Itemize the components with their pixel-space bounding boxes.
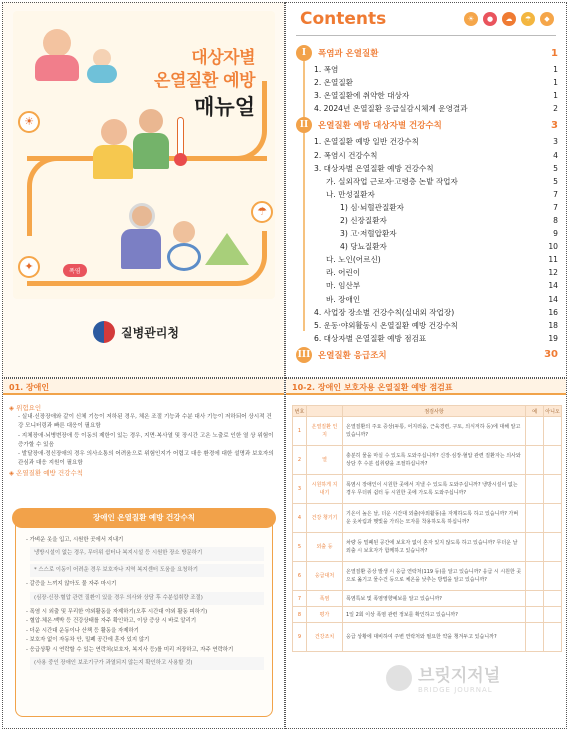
worker-head: [139, 109, 163, 133]
toc-item-page: 12: [548, 268, 558, 278]
row-number: 6: [293, 562, 307, 591]
toc-item-label: 5. 운동·야외활동시 온열질환 예방 건강수칙: [314, 320, 459, 330]
toc-item[interactable]: [296, 175, 558, 188]
kdca-logo-icon: [93, 321, 115, 343]
row-item: 충분히 물을 마실 수 있도록 도와주십니까? 신장·심장·혈압 관련 질환자는 의사와 상담 후 수분 섭취량을 조절하십니까?: [343, 446, 526, 475]
toc-item-label: 3) 고·저혈압환자: [340, 229, 397, 239]
rule-item: - 폭염 시 외출 및 무리한 야외활동을 자제하기(오후 시간대 야외 활동 피하기): [26, 609, 208, 616]
table-row: [293, 446, 562, 475]
watermark-logo-icon: [386, 665, 412, 691]
rule-item: - 혈압·체온·맥박 등 건강상태를 자주 확인하고, 이상 증상 시 바로 알리기: [26, 618, 197, 625]
toc-item[interactable]: [296, 162, 558, 175]
row-category: 시원하게 지내기: [307, 475, 343, 504]
row-category: 평가: [307, 607, 343, 623]
thermometer-bulb: [174, 153, 187, 166]
watermark-subtext: BRIDGE JOURNAL: [418, 686, 493, 694]
cover-page: [2, 2, 285, 378]
toc-item-label: 나. 만성질환자: [326, 189, 375, 199]
toc-item[interactable]: [296, 293, 558, 306]
yes-checkbox[interactable]: [526, 591, 544, 607]
toc-item-label: 다. 노인(어르신): [326, 255, 381, 265]
toc-item[interactable]: [296, 279, 558, 292]
child-figure: [43, 29, 71, 57]
cover-title-line1: 대상자별: [191, 48, 255, 68]
no-checkbox[interactable]: [544, 562, 562, 591]
row-item: 1일 2회 이상 폭염 관련 정보를 확인하고 있습니까?: [343, 607, 526, 623]
row-item: 기온이 높은 날, 더운 시간대 외출(야외활동)을 자제하도록 하고 있습니까? 가벼운 옷차림과 햇빛을 가리는 모자를 착용하도록 하십니까?: [343, 504, 526, 533]
toc-item-page: 8: [553, 215, 558, 225]
toc-item-page: 16: [548, 307, 558, 317]
col-yes: 예: [526, 406, 544, 417]
org-name: 질병관리청: [121, 325, 179, 340]
yes-checkbox[interactable]: [526, 475, 544, 504]
umbrella-icon: ☂: [251, 201, 273, 223]
toc-item[interactable]: [296, 214, 558, 227]
chapter-page: 3: [551, 119, 558, 131]
no-checkbox[interactable]: [544, 607, 562, 623]
table-row: [293, 623, 562, 652]
table-header-row: [293, 406, 562, 417]
table-row: [293, 417, 562, 446]
toc-item-page: 18: [548, 320, 558, 330]
yes-checkbox[interactable]: [526, 417, 544, 446]
bulb-icon: ✦: [18, 256, 40, 278]
chapter-title: 폭염과 온열질환: [318, 49, 379, 59]
row-category: 열: [307, 446, 343, 475]
toc-item[interactable]: [296, 306, 558, 319]
risk-paragraph: - 발달장애·정신장애의 경우 의사소통의 어려움으로 위험인지가 어렵고 대응 환경에 대한 설명과 보호자의 관심과 대응 지원이 필요함: [18, 451, 274, 467]
toc-item-page: 7: [553, 202, 558, 212]
rule-note: (심장·신장·혈압 관련 질환이 있을 경우 의사와 상담 후 수분섭취량 조절): [30, 592, 264, 605]
toc-item[interactable]: [296, 63, 558, 76]
toc-item-page: 19: [548, 333, 558, 343]
toc-item-label: 2) 신장질환자: [340, 215, 387, 225]
mountain-icon: [205, 233, 249, 265]
toc-item-page: 4: [553, 150, 558, 160]
health-rules-box: [15, 513, 273, 717]
row-item: 폭염시 장애인이 시원한 곳에서 지낼 수 있도록 도와주십니까? 냉방시설이 없는 경우 무더위 쉼터 등 시원한 곳에 가도록 도와주십니까?: [343, 475, 526, 504]
watermark-text: 브릿지저널: [418, 666, 501, 686]
toc-item[interactable]: [296, 201, 558, 214]
risk-factors: [9, 403, 277, 479]
risk-paragraph: - 실내·신장장애와 같이 신체 기능이 저하된 경우, 체온 조절 기능과 수분 대사 기능이 저하되어 상시적 건강 모니터링과 빠른 대응이 필요함: [18, 414, 272, 430]
toc-chapter[interactable]: [296, 115, 558, 135]
row-category: 온열질환 인지: [307, 417, 343, 446]
row-item: 온열질환의 주요 증상(두통, 어지러움, 근육경련, 구토, 의식저하 등)에 대해 알고 있습니까?: [343, 417, 526, 446]
row-number: 3: [293, 475, 307, 504]
man-body: [93, 145, 133, 179]
table-row: [293, 533, 562, 562]
col-item: 점검사항: [343, 406, 526, 417]
toc-item-label: 6. 대상자별 온열질환 예방 점검표: [314, 333, 427, 343]
cover-illustration: [13, 11, 275, 299]
toc-item[interactable]: [296, 102, 558, 115]
toc-chapter[interactable]: [296, 43, 558, 63]
no-checkbox[interactable]: [544, 446, 562, 475]
chapter-numeral: I: [296, 45, 312, 61]
row-category: 응급대처: [307, 562, 343, 591]
no-checkbox[interactable]: [544, 591, 562, 607]
row-category: 건강조치: [307, 623, 343, 652]
chapter-title: 온열질환 응급조치: [318, 350, 387, 361]
row-category: 외출 등: [307, 533, 343, 562]
elder-body: [121, 229, 161, 269]
row-number: 5: [293, 533, 307, 562]
toc-item[interactable]: [296, 76, 558, 89]
toc-item-page: 3: [553, 137, 558, 147]
table-row: [293, 562, 562, 591]
no-checkbox[interactable]: [544, 504, 562, 533]
toc-item-page: 1: [553, 65, 558, 75]
car-icon: ●: [483, 12, 497, 26]
toc-item-label: 1. 폭염: [314, 65, 339, 75]
chapter-page: 30: [544, 349, 558, 361]
child-body: [35, 55, 79, 81]
toc-item[interactable]: [296, 240, 558, 253]
table-of-contents: [296, 43, 558, 365]
rules-box-title: 장애인 온열질환 예방 건강수칙: [12, 508, 276, 528]
contents-page: [285, 2, 567, 378]
toc-item-page: 9: [553, 229, 558, 239]
row-number: 4: [293, 504, 307, 533]
toc-item[interactable]: [296, 253, 558, 266]
row-item: 응급 상황에 대비하여 주변 연락처와 필요한 약을 챙겨두고 있습니까?: [343, 623, 526, 652]
row-number: 2: [293, 446, 307, 475]
table-row: [293, 475, 562, 504]
toc-chapter[interactable]: [296, 345, 558, 365]
section-header: 01. 장애인: [3, 379, 284, 395]
rule-note: 냉방시설이 없는 경우, 무더위 쉼터나 복지시설 등 시원한 장소 방문하기: [30, 547, 264, 560]
disability-page: [2, 378, 285, 729]
rule-item: - 보호자 없이 자동차 안, 밀폐 공간에 혼자 있지 않기: [26, 637, 150, 644]
table-row: [293, 504, 562, 533]
baby-body: [87, 65, 117, 83]
toc-item[interactable]: [296, 319, 558, 332]
row-number: 9: [293, 623, 307, 652]
chapter-page: 1: [551, 47, 558, 59]
yes-checkbox[interactable]: [526, 446, 544, 475]
water-icon: ◆: [540, 12, 554, 26]
wheelchair-icon: [167, 243, 201, 271]
rule-note: * 스스로 이동이 어려운 경우 보호자나 지역 복지센터 도움을 요청하기: [30, 564, 264, 577]
chapter-numeral: III: [296, 347, 312, 363]
rule-item: - 응급상황 시 연락할 수 있는 연락처(보호자, 복지사 등)를 미리 저장하고, 자주 연락하기: [26, 646, 234, 653]
row-number: 7: [293, 591, 307, 607]
rules-list: [26, 536, 264, 673]
row-item: 차량 등 밀폐된 공간에 보호자 없이 혼자 있지 않도록 하고 있습니까? 무더운 날 외출 시 보호자가 함께하고 있습니까?: [343, 533, 526, 562]
rule-item: - 갈증을 느끼지 않아도 물 자주 마시기: [26, 581, 117, 588]
checklist-header: 10-2. 장애인 보호자용 온열질환 예방 점검표: [286, 379, 566, 395]
wheelchair-figure: [173, 221, 195, 243]
toc-item-label: 마. 임산부: [326, 281, 361, 291]
yes-checkbox[interactable]: [526, 623, 544, 652]
rule-item: - 더운 시간대 운동이나 산책 등 활동을 자제하기: [26, 627, 139, 634]
contents-icons: [464, 12, 554, 26]
checklist-table: [292, 405, 562, 652]
worker-body: [133, 133, 169, 169]
chapter-numeral: II: [296, 117, 312, 133]
yes-checkbox[interactable]: [526, 533, 544, 562]
elder-head: [129, 203, 155, 229]
row-number: 1: [293, 417, 307, 446]
toc-item-label: 3. 대상자별 온열질환 예방 건강수칙: [314, 163, 434, 173]
toc-item-label: 4. 사업장 장소별 건강수칙(실내외 작업장): [314, 307, 455, 317]
toc-item-label: 라. 어린이: [326, 268, 361, 278]
org-logo: [93, 321, 179, 343]
man-head: [101, 119, 127, 145]
toc-item-page: 10: [548, 242, 558, 252]
row-category: 건강 챙기기: [307, 504, 343, 533]
toc-item-page: 14: [548, 294, 558, 304]
toc-item[interactable]: [296, 135, 558, 148]
toc-item[interactable]: [296, 188, 558, 201]
col-no-answer: 아니오: [544, 406, 562, 417]
cloud-icon: ☁: [502, 12, 516, 26]
toc-item-page: 5: [553, 176, 558, 186]
toc-item-label: 4) 당뇨질환자: [340, 242, 387, 252]
heatwave-badge: 폭염: [63, 264, 87, 277]
row-number: 8: [293, 607, 307, 623]
toc-item-page: 14: [548, 281, 558, 291]
no-checkbox[interactable]: [544, 533, 562, 562]
toc-item-label: 2. 폭염시 건강수칙: [314, 150, 378, 160]
table-row: [293, 591, 562, 607]
toc-item-label: 가. 실외작업 근로자·고령층 논밭 작업자: [326, 176, 458, 186]
toc-item[interactable]: [296, 266, 558, 279]
yes-checkbox[interactable]: [526, 607, 544, 623]
umbrella-icon: ☂: [521, 12, 535, 26]
rules-heading: ◈ 온열질환 예방 건강수칙: [9, 469, 84, 478]
rule-note: (사용 중인 장애인 보조기구가 과열되지 않는지 확인하고 사용할 것): [30, 657, 264, 670]
table-row: [293, 607, 562, 623]
toc-item-label: 바. 장애인: [326, 294, 361, 304]
col-no: 번호: [293, 406, 307, 417]
sun-icon: ☀: [18, 111, 40, 133]
toc-item[interactable]: [296, 227, 558, 240]
toc-item-page: 5: [553, 163, 558, 173]
toc-item-page: 2: [553, 104, 558, 114]
toc-item[interactable]: [296, 332, 558, 345]
no-checkbox[interactable]: [544, 417, 562, 446]
toc-item-label: 3. 온열질환에 취약한 대상자: [314, 91, 410, 101]
cover-title-line3: 매뉴얼: [194, 95, 255, 119]
toc-item[interactable]: [296, 89, 558, 102]
toc-item-label: 4. 2024년 온열질환 응급실감시체계 운영결과: [314, 104, 468, 114]
col-category: [307, 406, 343, 417]
cover-title-line2: 온열질환 예방: [154, 71, 255, 91]
no-checkbox[interactable]: [544, 475, 562, 504]
watermark: [386, 661, 500, 694]
checklist-page: [285, 378, 567, 729]
toc-item-label: 1. 온열질환 예방 일반 건강수칙: [314, 137, 419, 147]
toc-item[interactable]: [296, 148, 558, 161]
chapter-title: 온열질환 예방 대상자별 건강수칙: [318, 121, 442, 132]
toc-item-label: 1) 심·뇌혈관질환자: [340, 202, 404, 212]
thermometer-icon: [177, 117, 184, 157]
toc-item-page: 11: [548, 255, 558, 265]
row-item: 온열질환 증상 발생 시 응급 연락처(119 등)를 알고 있습니까? 응급 시 시원한 곳으로 옮기고 물수건 등으로 체온을 낮추는 방법을 알고 있습니까?: [343, 562, 526, 591]
no-checkbox[interactable]: [544, 623, 562, 652]
rule-item: - 가벼운 옷을 입고, 시원한 곳에서 지내기: [26, 537, 124, 543]
risk-paragraph: - 지체장애·뇌병변장애 등 이동의 제한이 있는 경우, 지면·복사열 및 장시간 고온 노출로 인한 열 상 위험이 증가할 수 있음: [18, 432, 274, 448]
divider: [296, 35, 556, 36]
contents-heading: Contents: [300, 9, 387, 29]
toc-item-page: 1: [553, 91, 558, 101]
toc-item-label: 2. 온열질환: [314, 78, 354, 88]
yes-checkbox[interactable]: [526, 562, 544, 591]
row-item: 폭염특보 및 폭염영향예보를 알고 있습니까?: [343, 591, 526, 607]
sun-icon: ☀: [464, 12, 478, 26]
row-category: 폭염: [307, 591, 343, 607]
toc-item-page: 7: [553, 189, 558, 199]
yes-checkbox[interactable]: [526, 504, 544, 533]
toc-item-page: 1: [553, 78, 558, 88]
risk-heading: ◈ 위험요인: [9, 404, 42, 412]
